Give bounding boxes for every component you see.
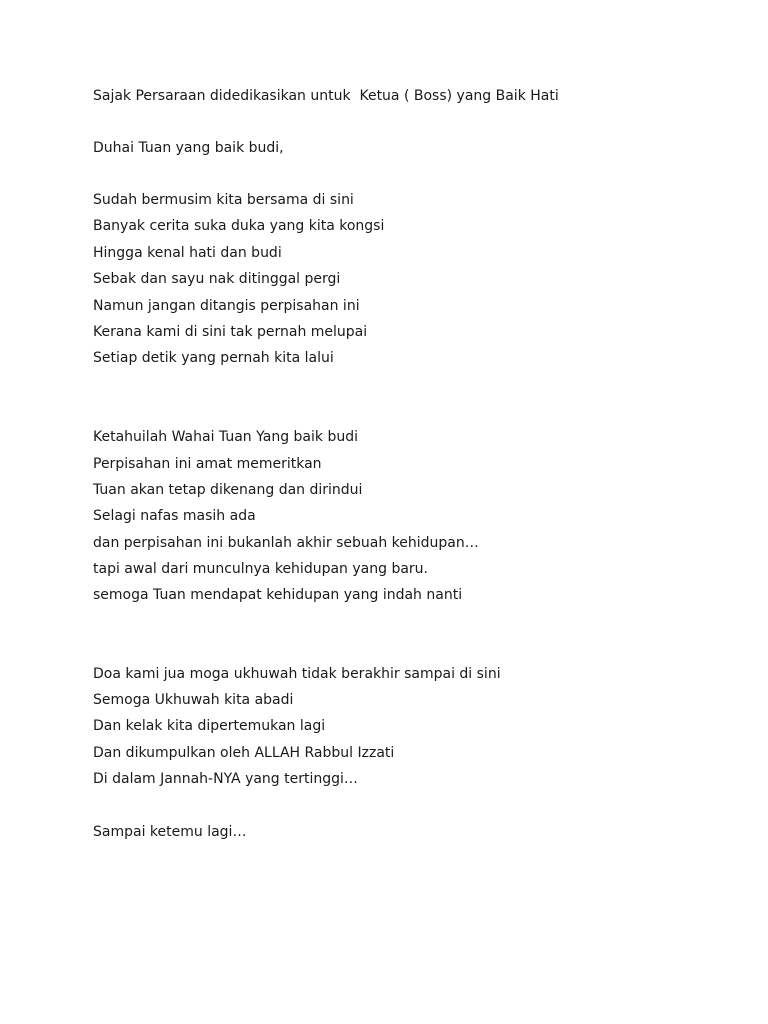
stanza2-line: semoga Tuan mendapat kehidupan yang indah nanti (93, 587, 463, 603)
stanza1-line: Namun jangan ditangis perpisahan ini (93, 298, 360, 314)
stanza1-line: Hingga kenal hati dan budi (93, 245, 282, 261)
poem-closing: Sampai ketemu lagi… (93, 824, 247, 840)
stanza1-line: Sudah bermusim kita bersama di sini (93, 192, 354, 208)
poem-greeting: Duhai Tuan yang baik budi, (93, 140, 284, 156)
stanza3-line: Di dalam Jannah-NYA yang tertinggi… (93, 771, 358, 787)
stanza1-line: Banyak cerita suka duka yang kita kongsi (93, 218, 385, 234)
stanza1-line: Sebak dan sayu nak ditinggal pergi (93, 271, 341, 287)
stanza2-line: Ketahuilah Wahai Tuan Yang baik budi (93, 429, 358, 445)
stanza2-line: dan perpisahan ini bukanlah akhir sebuah kehidupan… (93, 535, 479, 551)
stanza3-line: Dan kelak kita dipertemukan lagi (93, 718, 326, 734)
stanza2-line: Selagi nafas masih ada (93, 508, 256, 524)
poem-title: Sajak Persaraan didedikasikan untuk Ketua ( Boss) yang Baik Hati (93, 88, 559, 104)
stanza1-line: Kerana kami di sini tak pernah melupai (93, 324, 368, 340)
stanza3-line: Dan dikumpulkan oleh ALLAH Rabbul Izzati (93, 745, 395, 761)
stanza3-line: Semoga Ukhuwah kita abadi (93, 692, 294, 708)
stanza2-line: tapi awal dari munculnya kehidupan yang baru. (93, 561, 428, 577)
stanza2-line: Perpisahan ini amat memeritkan (93, 456, 322, 472)
stanza1-line: Setiap detik yang pernah kita lalui (93, 350, 334, 366)
stanza3-line: Doa kami jua moga ukhuwah tidak berakhir sampai di sini (93, 666, 501, 682)
stanza2-line: Tuan akan tetap dikenang dan dirindui (93, 482, 363, 498)
